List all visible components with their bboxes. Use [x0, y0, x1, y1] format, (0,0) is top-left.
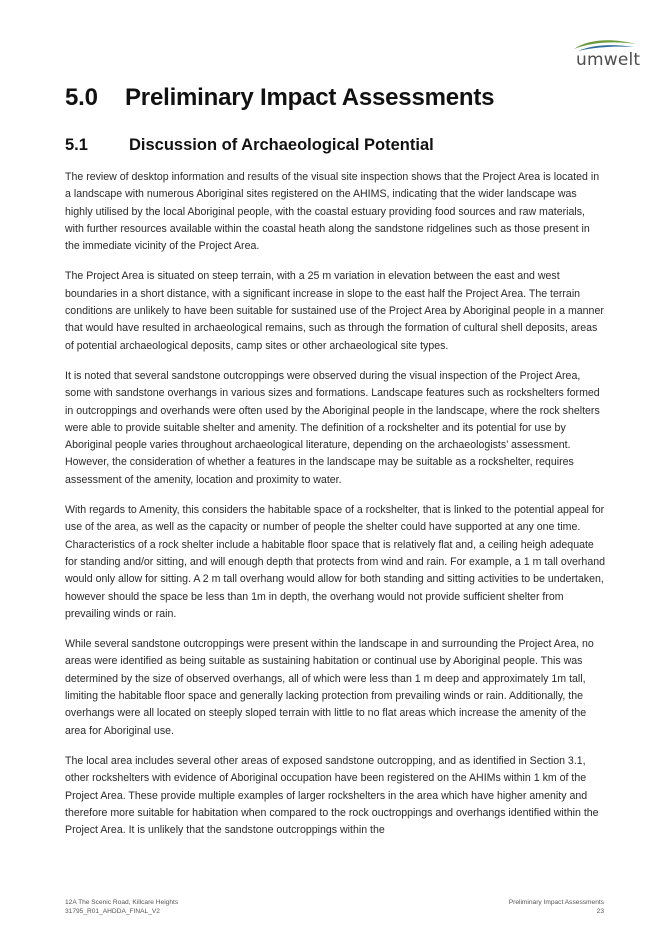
umwelt-logo	[570, 38, 640, 68]
body-text	[65, 169, 605, 839]
footer-left	[65, 898, 178, 916]
footer-doc-ref: 31795_R01_AHDDA_FINAL_V2	[65, 908, 160, 915]
paragraph: While several sandstone outcroppings were present within the landscape in and surrounding the Project Area, no areas were identified as being suitable as sustaining habitation or continual use by Aboriginal people. This was determined by the size of observed overhangs, all of which were less than 1 m deep and approximately 1m tall, limiting the habitable floor space and generally lacking protection from prevailing winds or rain. Additionally, the overhangs were all located on steeply sloped terrain with little to no flat areas which increase the amenity of the area for Aboriginal use.	[65, 638, 594, 737]
section-heading	[65, 84, 605, 112]
subsection-title: Discussion of Archaeological Potential	[129, 136, 434, 154]
footer-section-name: Preliminary Impact Assessments	[508, 899, 604, 906]
page-footer	[65, 898, 604, 916]
footer-right	[509, 898, 604, 916]
logo-text: umwelt	[576, 50, 641, 70]
footer-page-number: 23	[596, 908, 604, 915]
section-number: 5.0	[65, 84, 98, 111]
subsection-heading	[65, 136, 605, 155]
section-title: Preliminary Impact Assessments	[125, 84, 495, 111]
subsection-number: 5.1	[65, 136, 88, 154]
paragraph: It is noted that several sandstone outcroppings were observed during the visual inspection of the Project Area, some with sandstone overhangs in various sizes and formations. Landscape features such as rockshelters formed in outcroppings and overhands were often used by the Aboriginal people in the landscape, where the rock shelters were able to provide suitable shelter and amenity. The definition of a rockshelter and its potential for use by Aboriginal people varies throughout archaeological literature, depending on the archaeologists’ assessment. However, the consideration of whether a features in the landscape may be suitable as a rockshelter, requires assessment of the amenity, location and proximity to water.	[65, 369, 600, 486]
footer-address: 12A The Scenic Road, Killcare Heights	[65, 899, 179, 906]
page-content	[65, 84, 605, 852]
paragraph: The local area includes several other areas of exposed sandstone outcropping, and as identified in Section 3.1, other rockshelters with evidence of Aboriginal occupation have been registered on the AHIMs within 1 km of the Project Area. These provide multiple examples of larger rockshelters in the area which have higher amenity and therefore more suitable for habitation when compared to the rock ouctroppings and overhangs identified within the Project Area. It is unlikely that the sandstone outcroppings within the	[65, 754, 599, 837]
paragraph: The review of desktop information and results of the visual site inspection shows that the Project Area is located in a landscape with numerous Aboriginal sites registered on the AHIMS, indicating that the wider landscape was highly utilised by the local Aboriginal people, with the coastal estuary providing food sources and raw materials, with further resources available within the coastal heath along the sandstone ridgelines such as those present in the immediate vicinity of the Project Area.	[65, 171, 600, 253]
paragraph: With regards to Amenity, this considers the habitable space of a rockshelter, that is linked to the potential appeal for use of the area, as well as the capacity or number of people the shelter could have supported at any one time. Characteristics of a rock shelter include a habitable floor space that is relatively flat and, a ceiling heigh adequate for standing and/or sitting, and will enough depth that protects from wind and rain. For example, a 1 m tall overhand would only allow for sitting. A 2 m tall overhang would allow for both standing and sitting activities to be undertaken, however should the space be less than 1m in depth, the overhang would not provide sufficient shelter from prevailing winds or rain.	[65, 504, 605, 620]
paragraph: The Project Area is situated on steep terrain, with a 25 m variation in elevation between the east and west boundaries in a short distance, with a significant increase in slope to the east half the Project Area. The terrain conditions are unlikely to have been suitable for sustained use of the Project Area by Aboriginal people in a manner that would have resulted in archaeological remains, such as through the formation of cultural shell deposits, areas of potential archaeological deposits, camp sites or other archaeological site types.	[65, 270, 604, 352]
